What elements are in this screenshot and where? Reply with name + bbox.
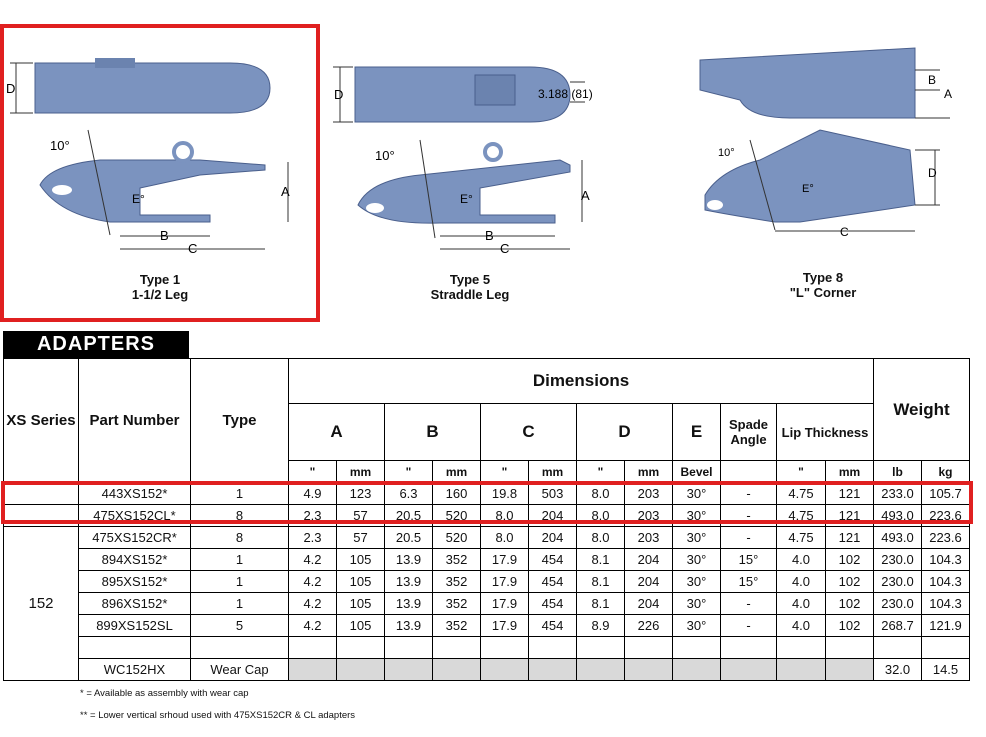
header-b: B (385, 404, 481, 461)
cell-a-in: 4.2 (289, 615, 337, 637)
cell-a-in: 4.2 (289, 549, 337, 571)
cell-b-mm (433, 637, 481, 659)
cell-d-in: 8.0 (577, 483, 625, 505)
unit-lip-mm: mm (826, 461, 874, 483)
type8-label-c: C (840, 225, 849, 239)
type-8-title: Type 8 (802, 270, 844, 285)
type-cell: 8 (191, 527, 289, 549)
table-row (4, 615, 970, 637)
unit-d-in: " (577, 461, 625, 483)
cell-b-mm: 520 (433, 505, 481, 527)
cell-a-mm: 105 (337, 593, 385, 615)
cell-lip-mm: 102 (826, 571, 874, 593)
cell-b-in: 20.5 (385, 527, 433, 549)
cell-a-in: 2.3 (289, 505, 337, 527)
cell-bevel: 30° (673, 483, 721, 505)
part-number-cell: 894XS152* (79, 549, 191, 571)
cell-d-in: 8.1 (577, 593, 625, 615)
header-e: E (673, 404, 721, 461)
type1-label-d: D (6, 81, 16, 96)
cell-b-mm: 352 (433, 549, 481, 571)
type-cell: 1 (191, 549, 289, 571)
type1-label-e: E° (132, 192, 145, 206)
cell-lb: 268.7 (874, 615, 922, 637)
cell-lb: 230.0 (874, 593, 922, 615)
table-row (4, 527, 970, 549)
cell-b-mm-shaded (433, 659, 481, 681)
type5-label-dim: 3.188 (81) (538, 87, 593, 101)
type8-label-d: D (928, 166, 937, 180)
cell-spade: - (721, 505, 777, 527)
series-cell-blank-top (4, 483, 79, 505)
cell-a-mm: 105 (337, 615, 385, 637)
part-number-cell: 899XS152SL (79, 615, 191, 637)
cell-lip-in: 4.0 (777, 593, 826, 615)
cell-b-in: 13.9 (385, 615, 433, 637)
cell-d-mm-shaded (625, 659, 673, 681)
cell-a-in: 4.2 (289, 571, 337, 593)
cell-spade: - (721, 527, 777, 549)
cell-kg (922, 637, 970, 659)
cell-lb (874, 637, 922, 659)
type1-label-b: B (160, 228, 169, 243)
cell-c-in: 17.9 (481, 571, 529, 593)
type5-label-c: C (500, 241, 510, 256)
cell-lip-mm: 121 (826, 527, 874, 549)
unit-spade-blank (721, 461, 777, 483)
cell-kg: 104.3 (922, 549, 970, 571)
unit-c-in: " (481, 461, 529, 483)
cell-c-in: 17.9 (481, 593, 529, 615)
cell-c-in: 17.9 (481, 549, 529, 571)
cell-lip-mm: 102 (826, 549, 874, 571)
cell-a-mm: 57 (337, 527, 385, 549)
cell-b-in: 13.9 (385, 593, 433, 615)
type-cell (191, 637, 289, 659)
type-1-subtitle: 1-1/2 Leg (131, 287, 189, 302)
cell-d-mm: 204 (625, 549, 673, 571)
cell-a-in (289, 637, 337, 659)
type8-label-angle: 10° (718, 147, 735, 159)
cell-d-in: 8.0 (577, 527, 625, 549)
type1-label-c: C (188, 241, 198, 256)
cell-c-mm: 454 (529, 593, 577, 615)
cell-kg: 121.9 (922, 615, 970, 637)
cell-c-in: 8.0 (481, 505, 529, 527)
type8-label-a: A (944, 87, 953, 101)
type5-label-d: D (334, 87, 344, 102)
cell-bevel (673, 637, 721, 659)
table-row (4, 549, 970, 571)
type5-label-angle: 10° (375, 148, 395, 163)
cell-d-in: 8.1 (577, 549, 625, 571)
part-number-cell: 896XS152* (79, 593, 191, 615)
cell-a-mm: 105 (337, 571, 385, 593)
unit-c-mm: mm (529, 461, 577, 483)
cell-a-in: 4.2 (289, 593, 337, 615)
unit-b-in: " (385, 461, 433, 483)
cell-a-mm: 123 (337, 483, 385, 505)
cell-lb: 493.0 (874, 527, 922, 549)
cell-b-mm: 352 (433, 593, 481, 615)
part-number-cell: 443XS152* (79, 483, 191, 505)
cell-b-in: 13.9 (385, 549, 433, 571)
cell-lip-mm: 102 (826, 593, 874, 615)
type5-label-b: B (485, 228, 494, 243)
diagram-type-8 (660, 0, 986, 320)
cell-lip-in: 4.0 (777, 571, 826, 593)
cell-d-in (577, 637, 625, 659)
cell-c-in: 19.8 (481, 483, 529, 505)
header-type: Type (191, 359, 289, 483)
cell-a-mm: 105 (337, 549, 385, 571)
header-c: C (481, 404, 577, 461)
type-cell: 5 (191, 615, 289, 637)
cell-d-in: 8.0 (577, 505, 625, 527)
cell-bevel: 30° (673, 615, 721, 637)
cell-lip-in: 4.0 (777, 615, 826, 637)
cell-bevel: 30° (673, 505, 721, 527)
cell-lip-mm: 121 (826, 483, 874, 505)
cell-lip-mm: 102 (826, 615, 874, 637)
type-5-title: Type 5 (449, 272, 491, 287)
cell-a-mm: 57 (337, 505, 385, 527)
cell-bevel: 30° (673, 527, 721, 549)
cell-bevel: 30° (673, 549, 721, 571)
cell-d-in: 8.9 (577, 615, 625, 637)
cell-b-mm: 352 (433, 615, 481, 637)
footnote-2: ** = Lower vertical srhoud used with 475XS152CR & CL adapters (80, 710, 356, 721)
header-weight: Weight (874, 359, 970, 461)
cell-lip-in: 4.75 (777, 505, 826, 527)
type5-label-a: A (581, 188, 590, 203)
cell-spade: 15° (721, 549, 777, 571)
cell-spade: 15° (721, 571, 777, 593)
table-row-wear-cap (4, 659, 970, 681)
cell-b-in (385, 637, 433, 659)
cell-kg: 104.3 (922, 593, 970, 615)
cell-c-mm (529, 637, 577, 659)
type-cell: 1 (191, 571, 289, 593)
adapters-spec-table (3, 358, 970, 681)
cell-c-in-shaded (481, 659, 529, 681)
cell-d-mm: 203 (625, 527, 673, 549)
type-cell: 1 (191, 483, 289, 505)
cell-lip-in: 4.75 (777, 527, 826, 549)
header-part-number: Part Number (79, 359, 191, 483)
series-cell: 152 (4, 527, 79, 681)
type-5-subtitle: Straddle Leg (430, 287, 510, 302)
cell-c-mm: 454 (529, 571, 577, 593)
adapters-section-title: ADAPTERS (3, 331, 189, 358)
cell-d-mm: 203 (625, 505, 673, 527)
cell-spade (721, 637, 777, 659)
cell-lb: 230.0 (874, 549, 922, 571)
table-row (4, 593, 970, 615)
cell-a-in-shaded (289, 659, 337, 681)
part-number-cell: 475XS152CL* (79, 505, 191, 527)
header-a: A (289, 404, 385, 461)
cell-lip-in: 4.0 (777, 549, 826, 571)
unit-b-mm: mm (433, 461, 481, 483)
diagram-type-5 (330, 0, 620, 320)
cell-spade: - (721, 615, 777, 637)
type-8-subtitle: "L" Corner (789, 285, 857, 300)
cell-lip-in-shaded (777, 659, 826, 681)
diagram-type-1 (0, 0, 320, 320)
series-cell-blank-2 (4, 505, 79, 527)
cell-bevel: 30° (673, 593, 721, 615)
cell-b-mm: 352 (433, 571, 481, 593)
cell-c-mm: 503 (529, 483, 577, 505)
cell-a-in: 4.9 (289, 483, 337, 505)
cell-d-mm: 203 (625, 483, 673, 505)
cell-kg: 105.7 (922, 483, 970, 505)
cell-c-mm: 204 (529, 527, 577, 549)
unit-lip-in: " (777, 461, 826, 483)
unit-a-in: " (289, 461, 337, 483)
cell-spade: - (721, 483, 777, 505)
cell-kg: 223.6 (922, 505, 970, 527)
type-cell: Wear Cap (191, 659, 289, 681)
footnote-1: * = Available as assembly with wear cap (80, 688, 249, 699)
cell-c-in: 8.0 (481, 527, 529, 549)
type8-label-e: E° (802, 183, 814, 195)
unit-weight-kg: kg (922, 461, 970, 483)
cell-b-in: 20.5 (385, 505, 433, 527)
cell-bevel-shaded (673, 659, 721, 681)
cell-lip-in (777, 637, 826, 659)
header-xs-series: XS Series (4, 359, 79, 483)
header-spade-angle: Spade Angle (721, 404, 777, 461)
cell-d-mm: 204 (625, 593, 673, 615)
type1-label-angle: 10° (50, 138, 70, 153)
header-lip-thickness: Lip Thickness (777, 404, 874, 461)
cell-b-in-shaded (385, 659, 433, 681)
cell-lb: 32.0 (874, 659, 922, 681)
cell-spade: - (721, 593, 777, 615)
cell-b-mm: 160 (433, 483, 481, 505)
cell-b-in: 6.3 (385, 483, 433, 505)
cell-d-in-shaded (577, 659, 625, 681)
cell-kg: 104.3 (922, 571, 970, 593)
table-row (4, 483, 970, 505)
cell-b-mm: 520 (433, 527, 481, 549)
part-number-cell (79, 637, 191, 659)
cell-c-in (481, 637, 529, 659)
cell-spade-shaded (721, 659, 777, 681)
type-cell: 8 (191, 505, 289, 527)
cell-lip-mm (826, 637, 874, 659)
cell-b-in: 13.9 (385, 571, 433, 593)
cell-a-in: 2.3 (289, 527, 337, 549)
unit-a-mm: mm (337, 461, 385, 483)
type-cell: 1 (191, 593, 289, 615)
part-number-cell: 475XS152CR* (79, 527, 191, 549)
header-dimensions: Dimensions (289, 359, 874, 404)
cell-kg: 14.5 (922, 659, 970, 681)
part-number-cell: WC152HX (79, 659, 191, 681)
type1-label-a: A (281, 184, 290, 199)
cell-lb: 493.0 (874, 505, 922, 527)
type-1-title: Type 1 (139, 272, 181, 287)
cell-d-mm: 226 (625, 615, 673, 637)
cell-c-mm: 454 (529, 615, 577, 637)
header-d: D (577, 404, 673, 461)
unit-weight-lb: lb (874, 461, 922, 483)
cell-lb: 230.0 (874, 571, 922, 593)
unit-d-mm: mm (625, 461, 673, 483)
cell-kg: 223.6 (922, 527, 970, 549)
unit-e-bevel: Bevel (673, 461, 721, 483)
table-row (4, 571, 970, 593)
cell-bevel: 30° (673, 571, 721, 593)
table-row (4, 505, 970, 527)
cell-lb: 233.0 (874, 483, 922, 505)
cell-d-in: 8.1 (577, 571, 625, 593)
cell-c-mm: 454 (529, 549, 577, 571)
table-row-blank (4, 637, 970, 659)
part-number-cell: 895XS152* (79, 571, 191, 593)
type5-label-e: E° (460, 192, 473, 206)
cell-lip-mm: 121 (826, 505, 874, 527)
cell-c-mm-shaded (529, 659, 577, 681)
cell-lip-mm-shaded (826, 659, 874, 681)
cell-lip-in: 4.75 (777, 483, 826, 505)
cell-d-mm: 204 (625, 571, 673, 593)
cell-c-in: 17.9 (481, 615, 529, 637)
cell-c-mm: 204 (529, 505, 577, 527)
cell-a-mm-shaded (337, 659, 385, 681)
type8-label-b: B (928, 73, 937, 87)
cell-d-mm (625, 637, 673, 659)
cell-a-mm (337, 637, 385, 659)
